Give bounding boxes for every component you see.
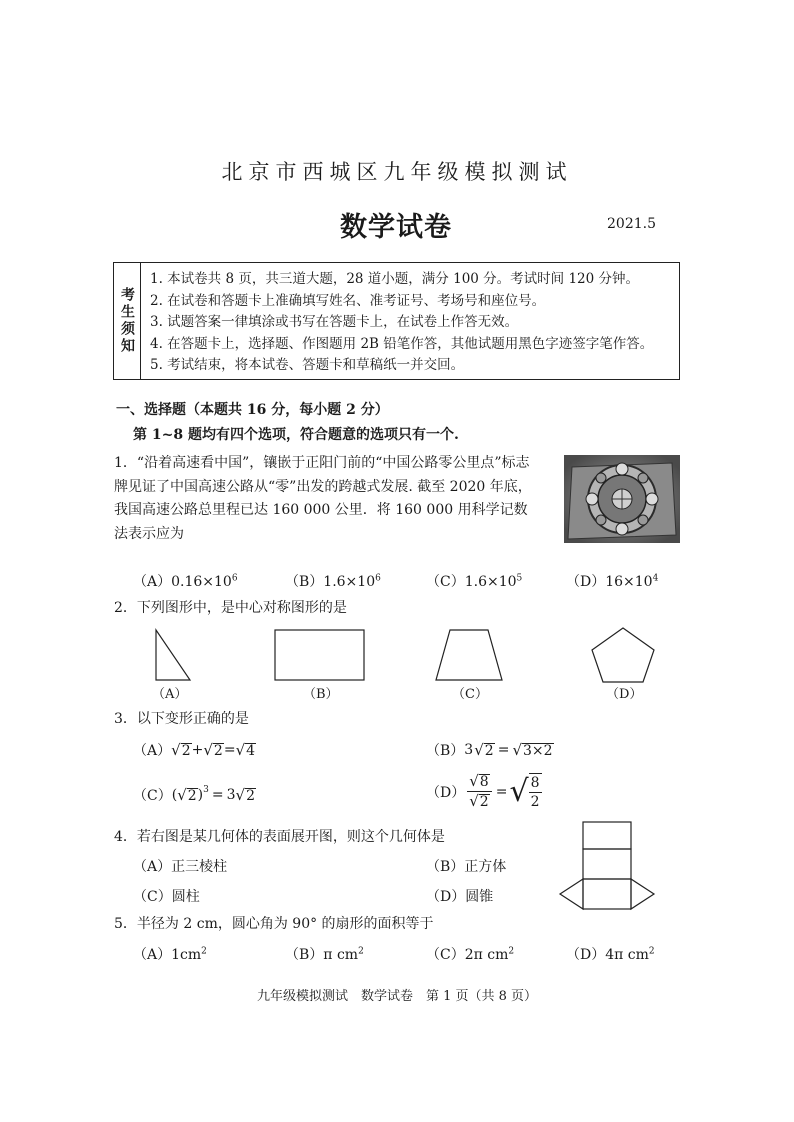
subject-title: 数学试卷: [340, 212, 452, 243]
q3-option-d: （D） √ 8 √ 2 = √ $\frac{8}{2}$: [426, 772, 540, 810]
exam-title: 北京市西城区九年级模拟测试: [221, 160, 573, 184]
q3-option-c: （C） ( √ 2 ) $^3$ = 3 √ 2: [133, 785, 256, 804]
question-text: 以下变形正确的是: [136, 711, 249, 727]
question-5: [114, 914, 434, 934]
q5-option-c: （C）2π $cm^2$: [426, 946, 515, 963]
notice-item: 1. 本试卷共 8 页，共三道大题，28 道小题，满分 100 分。考试时间 120 分钟。: [150, 271, 640, 287]
question-text: 半径为 2 cm，圆心角为 90° 的扇形的面积等于: [136, 916, 434, 932]
exam-date: 2021.5: [607, 216, 656, 232]
right-triangle-shape: [150, 628, 195, 683]
q2-label-d: （D）: [606, 687, 643, 702]
question-4: [114, 827, 445, 847]
q1-option-c: $(C)1.6\times 10^5$: [426, 573, 523, 590]
question-text: 下列图形中，是中心对称图形的是: [136, 600, 347, 616]
notice-item: 5. 考试结束，将本试卷、答题卡和草稿纸一并交回。: [150, 357, 465, 373]
q1-option-a: $(A)0.16\times 10^6$: [133, 573, 238, 590]
question-text: “沿着高速看中国”，镶嵌于正阳门前的“中国公路零公里点”标志牌见证了中国高速公路从“零”出发的跨越式发展. 截至 2020 年底，我国高速公路总里程已达 160 000 公里．将 160 000 用科学记数法表示应为: [114, 455, 532, 542]
zero-km-marker-photo: [564, 455, 680, 543]
question-text: 若右图是某几何体的表面展开图，则这个几何体是: [136, 829, 445, 845]
notice-item: 2. 在试卷和答题卡上准确填写姓名、准考证号、考场号和座位号。: [150, 292, 546, 309]
q4-option-c: （C）圆柱: [133, 889, 200, 905]
question-number: 1．: [114, 455, 137, 471]
question-1: [114, 452, 534, 546]
q5-option-d: （D）4π $cm^2$: [566, 946, 655, 963]
q2-label-b: （B）: [303, 687, 339, 702]
question-number: 4．: [114, 829, 137, 845]
q5-option-a: $(A)1cm^2$: [133, 946, 207, 963]
q2-label-a: （A）: [152, 687, 188, 702]
q1-option-b: $(B)1.6\times 10^6$: [285, 573, 381, 590]
question-2: [114, 598, 347, 618]
page-footer: 九年级模拟测试 数学试卷 第 1 页（共 8 页）: [256, 989, 538, 1004]
notice-label-cell: [114, 263, 141, 379]
q5-option-b: （B）π $cm^2$: [285, 946, 364, 963]
question-number: 2．: [114, 600, 137, 616]
q3-option-b: （B） 3 √ 2 = √ 3×2: [426, 741, 553, 759]
section-title: 一、选择题（本题共 16 分，每小题 2 分）: [116, 402, 389, 418]
q4-option-a: （A）正三棱柱: [133, 859, 228, 875]
notice-label: 考生须知: [119, 287, 135, 355]
question-number: 5．: [114, 916, 137, 932]
q3-option-a: （A） √ 2 + √ 2 = √ 4: [133, 741, 256, 759]
section-instruction: 第 1~8 题均有四个选项，符合题意的选项只有一个.: [133, 427, 459, 443]
question-3: [114, 709, 249, 729]
pentagon-shape: [588, 626, 658, 684]
trapezoid-shape: [434, 628, 504, 683]
notice-item: 4. 在答题卡上，选择题、作图题用 2B 铅笔作答，其他试题用黑色字迹签字笔作答。: [150, 335, 654, 352]
q4-option-b: （B）正方体: [426, 859, 507, 875]
notice-list: [150, 269, 653, 377]
prism-net-diagram: [558, 820, 684, 912]
q2-label-c: （C）: [452, 687, 488, 702]
notice-item: 3. 试题答案一律填涂或书写在答题卡上，在试卷上作答无效。: [150, 314, 519, 330]
question-number: 3．: [114, 711, 137, 727]
notice-box: [113, 262, 680, 380]
q1-option-d: $(D)16\times 10^4$: [566, 573, 659, 590]
q4-option-d: （D）圆锥: [426, 889, 494, 905]
rectangle-shape: [272, 628, 368, 683]
